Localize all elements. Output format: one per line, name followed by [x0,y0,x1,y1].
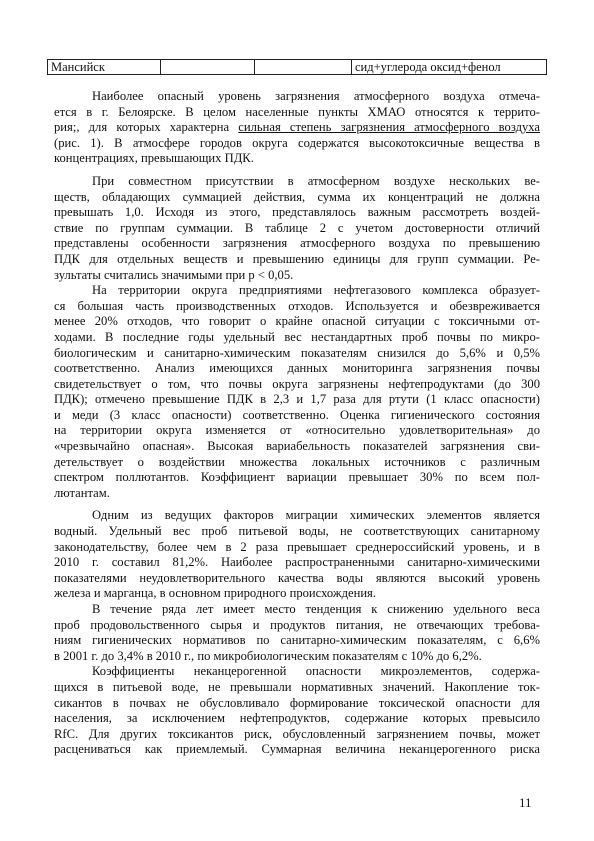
text-line: в 2001 г. до 3,4% в 2010 г., по микробиологическим показателям с 10% до 6,2%. [54,648,482,663]
text-line: ся большая часть производственных отходов. Используется и обезвреживается [54,298,540,313]
text-line: представлены особенности загрязнения атмосферного воздуха по превышению [54,236,540,251]
text-line: соответственно. Анализ имеющихся данных мониторинга загрязнения почвы [54,361,540,376]
paragraph-4 [54,508,540,602]
text-line: (рис. 1). В атмосфере городов округа содержатся высокотоксичные вещества в [54,135,540,150]
table-fragment-row [47,59,547,75]
text-line: на территории округа изменяется от «относительно удовлетворительная» до [54,423,540,438]
text-line: щихся в питьевой воде, не превышали нормативных значений. Накопление ток- [54,679,540,694]
text-line: железа и марганца, в основном природного происхождения. [54,586,377,601]
text-line: ществ, обладающих суммацией действия, сумма их концентраций не должна [54,189,540,204]
text-line: 2010 г. составил 81,2%. Наиболее распространенными санитарно-химическими [54,555,540,570]
page-number: 11 [519,795,532,810]
text-line: ется в г. Белоярске. В целом населенные пункты ХМАО относятся к террито- [54,104,540,119]
text-line: проб продовольственного сырья и продуктов питания, не отвечающих требова- [54,617,540,632]
text-line: концентрациях, превышающих ПДК. [54,151,254,166]
body-text [54,89,540,758]
table-cell-city: Мансийск [48,60,161,74]
paragraph-2 [54,174,540,283]
text-line: спектром поллютантов. Коэффициент вариации превышает 30% по всем пол- [54,470,540,485]
text-line: ствие по группам суммации. В таблице 2 с учетом достоверности отличий [54,220,540,235]
text-line: ниям гигиенических нормативов по санитарно-химическим показателям, с 6,6% [54,633,540,648]
text-line: ПДК); отмечено превышение ПДК в 2,3 и 1,7 раза для ртути (1 класс опасности) [54,392,540,407]
text-line: и меди (3 класс опасности) соответственно. Оценка гигиенического состояния [54,407,540,422]
text-line: Наиболее опасный уровень загрязнения атмосферного воздуха отмеча- [92,89,540,103]
text-fragment: рия;, для которых характерна [54,120,239,135]
text-line: сикантов в почвах не обусловливало формирование токсической опасности для [54,695,540,710]
text-line: лютантам. [54,485,110,500]
text-line: показателями неудовлетворительного качества воды являются высокий уровень [54,570,540,585]
text-line: населения, за исключением нефтепродуктов, содержание которых превысило [54,711,540,726]
text-line: Одним из ведущих факторов миграции химических элементов является [92,508,540,523]
text-line-with-underline [54,120,540,136]
text-line: Коэффициенты неканцерогенной опасности микроэлементов, содержа- [92,664,540,679]
text-line: ПДК для отдельных веществ и превышению единицы для групп суммации. Ре- [54,251,540,266]
text-line: законодательству, более чем в 2 раза превышает среднероссийский уровень, и в [54,539,540,554]
paragraph-6 [54,664,540,758]
underlined-phrase: сильная степень загрязнения атмосферного воздуха [238,120,540,135]
paragraph-1 [54,89,540,167]
text-line: зультаты считались значимыми при р < 0,05. [54,267,294,282]
text-line: свидетельствует о том, что почвы округа загрязнены нефтепродуктами (до 300 [54,376,540,391]
text-line: биологическим и санитарно-химическим показателям снизился до 5,6% и 0,5% [54,345,540,360]
text-line: водный. Удельный вес проб питьевой воды, не соответствующих санитарному [54,524,540,539]
text-line: RfC. Для других токсикантов риск, обусловленный загрязнением почвы, может [54,726,540,741]
text-line: ходами. В последние годы удельный вес нестандартных проб почвы по микро- [54,329,540,344]
table-cell-empty-1 [161,60,255,74]
text-line: На территории округа предприятиями нефтегазового комплекса образует- [92,283,540,298]
text-line: детельствует о воздействии множества локальных источников с различным [54,454,540,469]
text-line: превышать 1,0. Исходя из этого, представлялось важным рассмотреть воздей- [54,205,540,220]
table-cell-empty-2 [255,60,352,74]
text-line: При совместном присутствии в атмосферном воздухе нескольких ве- [92,173,540,188]
paragraph-5 [54,602,540,664]
text-line: «чрезвычайно опасная». Высокая вариабельность показателей загрязнения сви- [54,439,540,454]
text-line: В течение ряда лет имеет место тенденция к снижению удельного веса [92,602,540,616]
paragraph-3 [54,283,540,501]
text-line: менее 20% отходов, что говорит о крайне опасной ситуации с токсичными от- [54,314,540,329]
table-cell-substances: сид+углерода оксид+фенол [355,60,501,74]
text-line: расцениваться как приемлемый. Суммарная величина неканцерогенного риска [54,742,540,757]
